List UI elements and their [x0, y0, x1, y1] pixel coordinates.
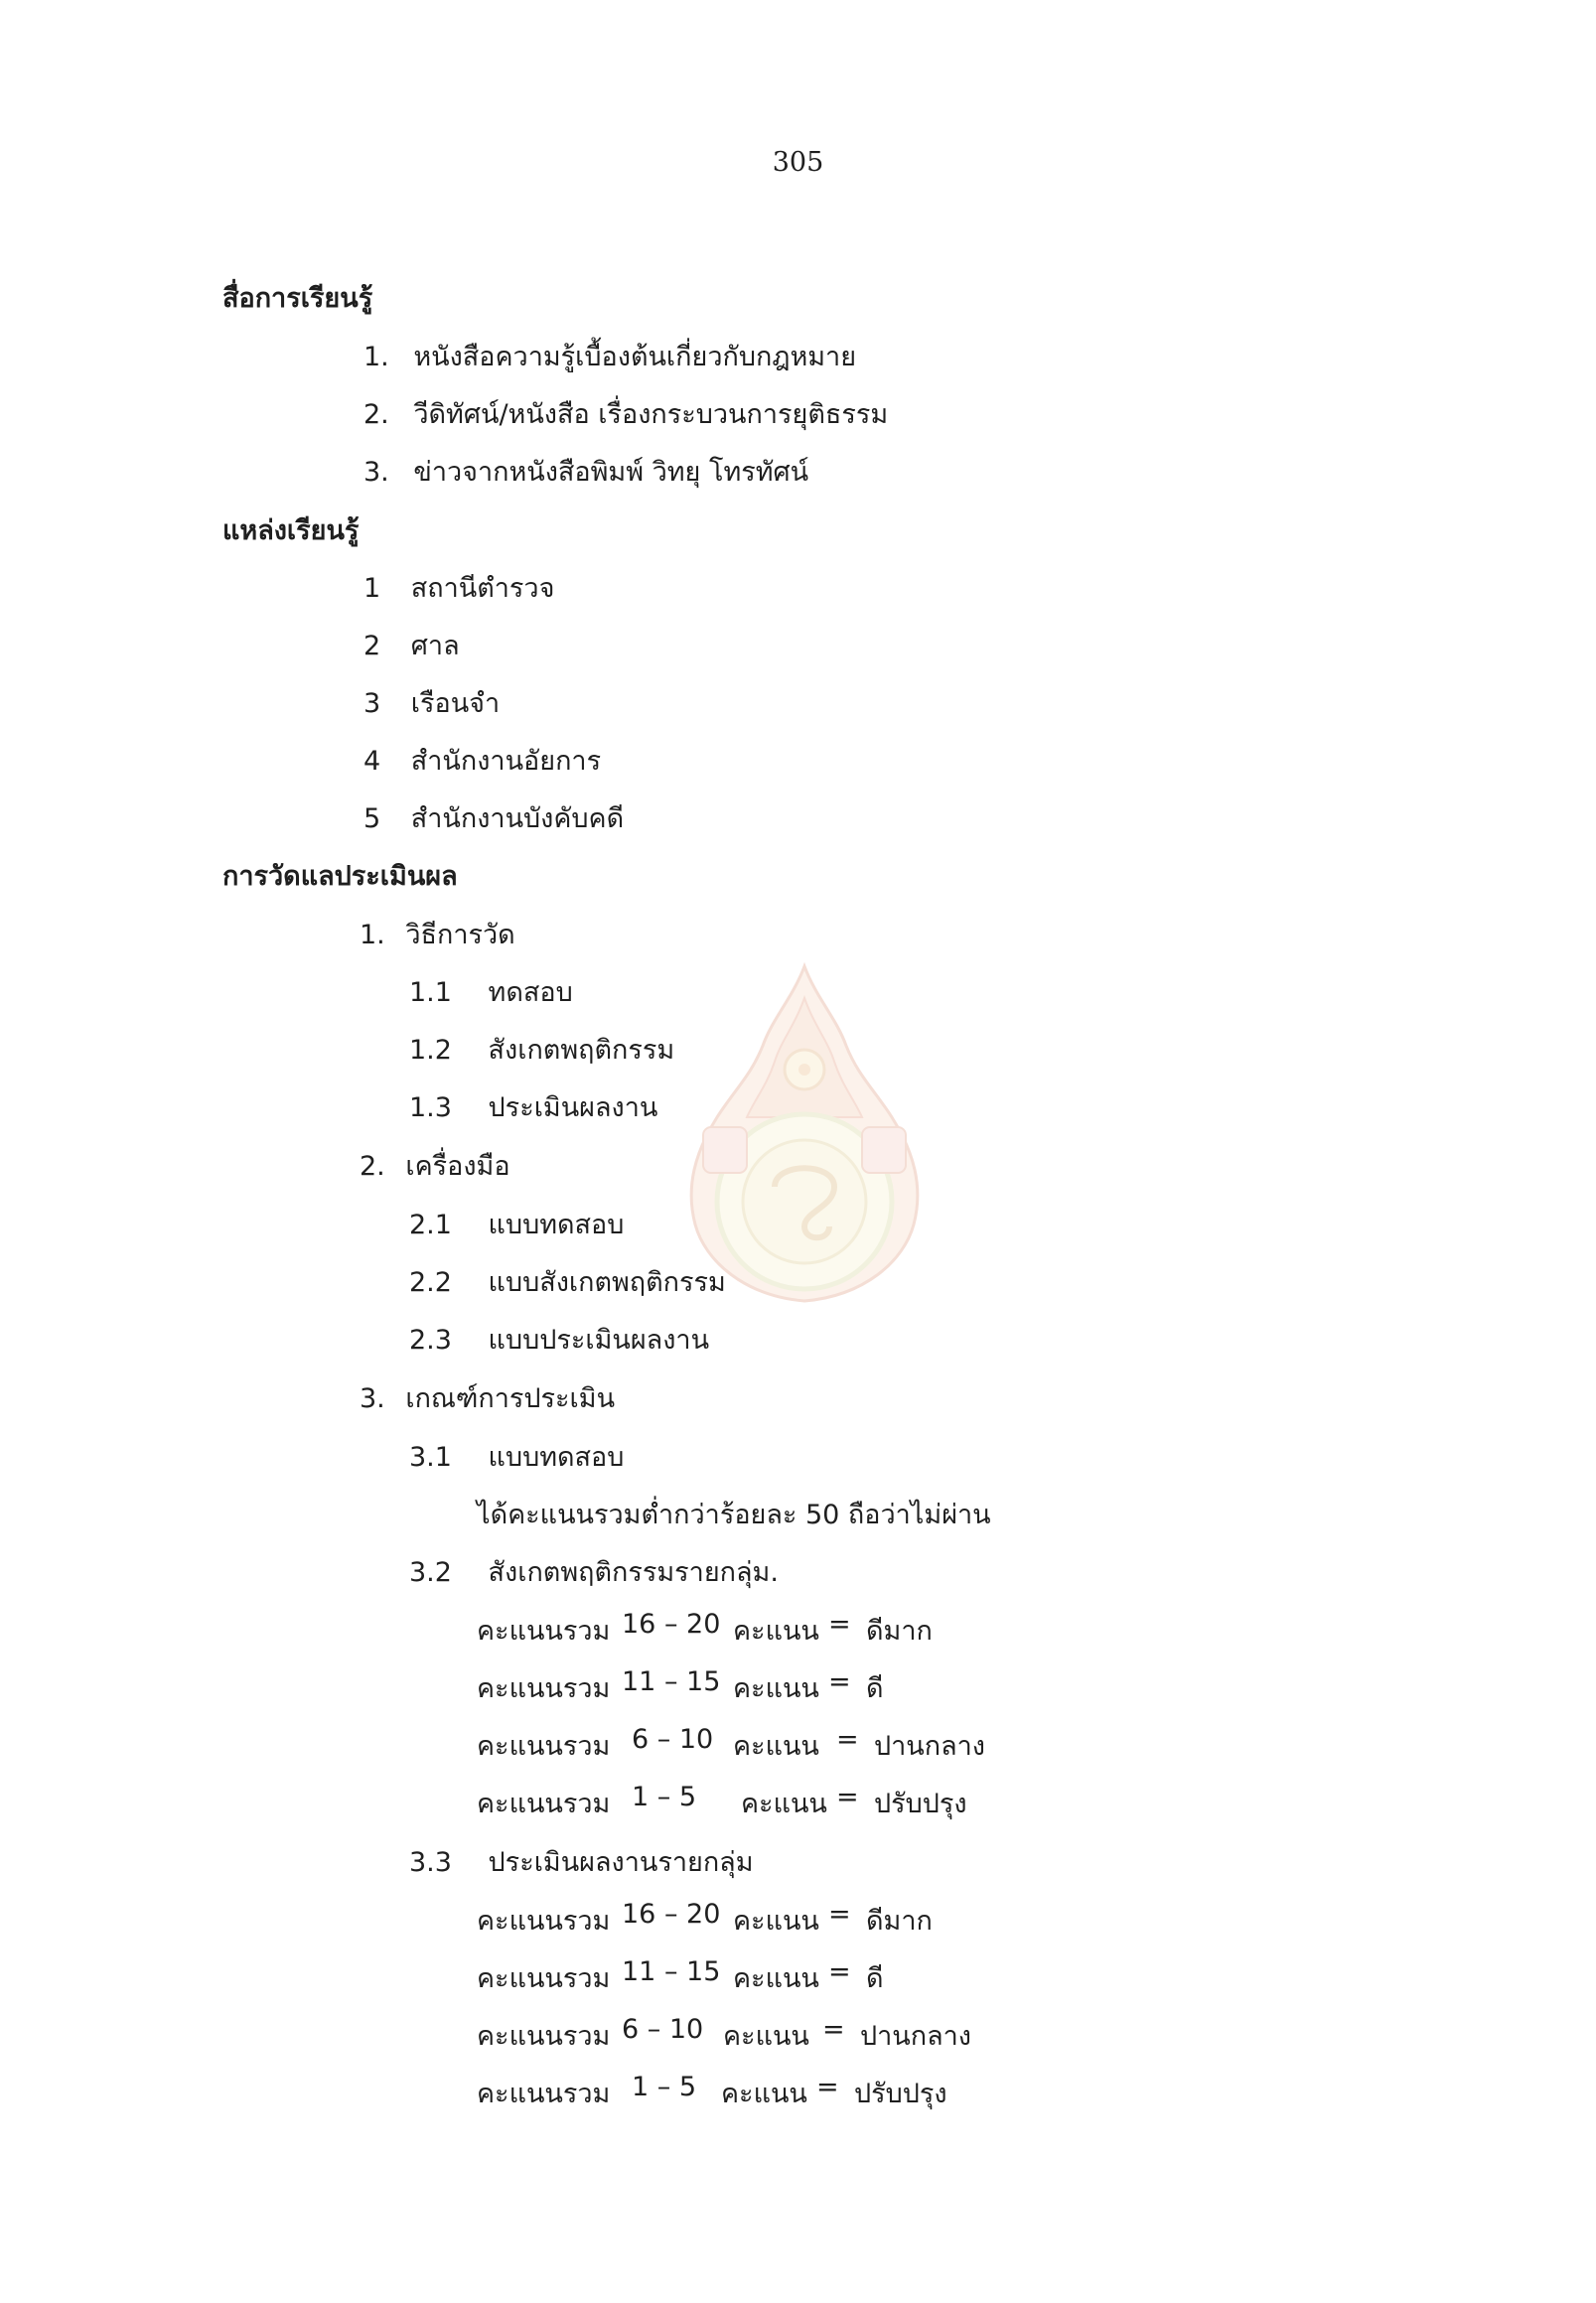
- criteria-note: ได้คะแนนรวมต่ำกว่าร้อยละ 50 ถือว่าไม่ผ่าน: [477, 1500, 991, 1530]
- score-grade: ปรับปรุง: [874, 1789, 967, 1819]
- criteria-title: [409, 1435, 624, 1478]
- seal-ring-inner: [743, 1140, 866, 1263]
- score-row: [477, 1899, 933, 1942]
- item-text: วิธีการวัด: [405, 920, 515, 950]
- criteria-title: [409, 1840, 754, 1883]
- list-item: [363, 566, 554, 609]
- item-text: ทดสอบ: [488, 977, 573, 1008]
- list-item: [363, 392, 888, 435]
- score-grade: ปานกลาง: [860, 2021, 971, 2052]
- score-label: คะแนนรวม: [477, 1906, 611, 1937]
- list-item: [363, 681, 500, 724]
- list-item: [409, 1318, 709, 1361]
- equals-sign: =: [816, 2072, 839, 2102]
- item-text: สำนักงานบังคับคดี: [410, 803, 625, 834]
- page-number: 305: [772, 147, 824, 178]
- ministry-seal-icon: [655, 958, 953, 1306]
- equals-sign: =: [836, 1782, 859, 1812]
- score-unit: คะแนน: [733, 1906, 819, 1937]
- item-text: ศาล: [410, 631, 460, 661]
- section-heading-media: สื่อการเรียนรู้: [222, 283, 373, 314]
- section-heading-sources: แหล่งเรียนรู้: [222, 515, 360, 546]
- score-unit: คะแนน: [741, 1789, 827, 1819]
- list-item: [409, 1085, 657, 1128]
- item-text: แบบทดสอบ: [488, 1442, 625, 1473]
- score-range: 11 – 15: [622, 1666, 721, 1697]
- score-row: [477, 2014, 971, 2057]
- item-number: 3.: [363, 457, 389, 488]
- item-number: 1: [363, 573, 381, 604]
- item-number: 1.: [363, 342, 389, 372]
- item-text: แบบทดสอบ: [488, 1210, 625, 1240]
- score-unit: คะแนน: [721, 2079, 807, 2109]
- item-text: สังเกตพฤติกรรม: [488, 1035, 675, 1066]
- score-grade: ดี: [866, 1673, 884, 1704]
- score-row: [477, 2072, 947, 2114]
- item-text: ประเมินผลงาน: [488, 1092, 658, 1123]
- item-text: ข่าวจากหนังสือพิมพ์ วิทยุ โทรทัศน์: [413, 457, 809, 488]
- score-label: คะแนนรวม: [477, 1673, 611, 1704]
- criteria-title: [409, 1550, 779, 1593]
- list-item: [363, 796, 624, 839]
- item-number: 3.1: [409, 1442, 452, 1473]
- item-text: เกณฑ์การประเมิน: [405, 1383, 616, 1414]
- item-text: สถานีตำรวจ: [410, 573, 555, 604]
- equals-sign: =: [828, 1899, 851, 1930]
- item-number: 2.: [360, 1151, 385, 1182]
- score-range: 6 – 10: [632, 1724, 714, 1755]
- equals-sign: =: [828, 1666, 851, 1697]
- item-number: 4: [363, 746, 381, 777]
- item-text: แบบสังเกตพฤติกรรม: [488, 1267, 726, 1298]
- subsection-title: [360, 1376, 615, 1419]
- score-range: 16 – 20: [622, 1609, 721, 1640]
- item-number: 5: [363, 803, 381, 834]
- list-item: [363, 739, 601, 782]
- equals-sign: =: [828, 1609, 851, 1640]
- score-label: คะแนนรวม: [477, 2021, 611, 2052]
- score-unit: คะแนน: [733, 1616, 819, 1647]
- item-number: 1.: [360, 920, 385, 950]
- seal-wheel-hub: [798, 1064, 810, 1076]
- item-number: 3.2: [409, 1557, 452, 1588]
- item-number: 3.: [360, 1383, 385, 1414]
- score-grade: ดี: [866, 1963, 884, 1994]
- score-label: คะแนนรวม: [477, 2079, 611, 2109]
- item-number: 3: [363, 688, 381, 719]
- score-row: [477, 1724, 985, 1767]
- list-item: [363, 450, 808, 493]
- score-row: [477, 1666, 884, 1709]
- item-number: 2.: [363, 399, 389, 430]
- score-label: คะแนนรวม: [477, 1789, 611, 1819]
- list-item: [409, 970, 573, 1013]
- subsection-title: [360, 1144, 510, 1187]
- item-number: 1.1: [409, 977, 452, 1008]
- list-item: [363, 624, 460, 666]
- score-row: [477, 1956, 884, 1999]
- item-number: 1.3: [409, 1092, 452, 1123]
- item-text: เครื่องมือ: [405, 1151, 510, 1182]
- score-row: [477, 1609, 933, 1652]
- item-text: สำนักงานอัยการ: [410, 746, 602, 777]
- score-unit: คะแนน: [723, 2021, 809, 2052]
- score-row: [477, 1782, 967, 1824]
- score-unit: คะแนน: [733, 1731, 819, 1762]
- list-item: [409, 1203, 624, 1245]
- score-unit: คะแนน: [733, 1963, 819, 1994]
- score-range: 1 – 5: [632, 1782, 697, 1812]
- list-item: [409, 1028, 674, 1071]
- item-number: 2: [363, 631, 381, 661]
- score-range: 6 – 10: [622, 2014, 704, 2045]
- equals-sign: =: [828, 1956, 851, 1987]
- item-text: แบบประเมินผลงาน: [488, 1325, 710, 1356]
- score-label: คะแนนรวม: [477, 1731, 611, 1762]
- equals-sign: =: [836, 1724, 859, 1755]
- item-text: หนังสือความรู้เบื้องต้นเกี่ยวกับกฎหมาย: [413, 342, 857, 372]
- score-unit: คะแนน: [733, 1673, 819, 1704]
- section-heading-evaluation: การวัดแลประเมินผล: [222, 861, 458, 892]
- list-item: [363, 335, 856, 377]
- item-text: วีดิทัศน์/หนังสือ เรื่องกระบวนการยุติธรรม: [413, 399, 889, 430]
- item-text: สังเกตพฤติกรรมรายกลุ่ม.: [488, 1557, 779, 1588]
- score-label: คะแนนรวม: [477, 1963, 611, 1994]
- subsection-title: [360, 913, 515, 955]
- seal-left-panel: [703, 1127, 747, 1173]
- equals-sign: =: [822, 2014, 845, 2045]
- score-grade: ดีมาก: [866, 1616, 933, 1647]
- item-number: 2.1: [409, 1210, 452, 1240]
- seal-right-panel: [862, 1127, 906, 1173]
- item-number: 3.3: [409, 1847, 452, 1878]
- score-label: คะแนนรวม: [477, 1616, 611, 1647]
- item-number: 1.2: [409, 1035, 452, 1066]
- score-range: 1 – 5: [632, 2072, 697, 2102]
- score-range: 16 – 20: [622, 1899, 721, 1930]
- item-number: 2.2: [409, 1267, 452, 1298]
- item-number: 2.3: [409, 1325, 452, 1356]
- score-grade: ปานกลาง: [874, 1731, 985, 1762]
- item-text: ประเมินผลงานรายกลุ่ม: [488, 1847, 754, 1878]
- score-grade: ดีมาก: [866, 1906, 933, 1937]
- score-grade: ปรับปรุง: [854, 2079, 947, 2109]
- item-text: เรือนจำ: [410, 688, 501, 719]
- score-range: 11 – 15: [622, 1956, 721, 1987]
- seal-graphic: [655, 958, 953, 1306]
